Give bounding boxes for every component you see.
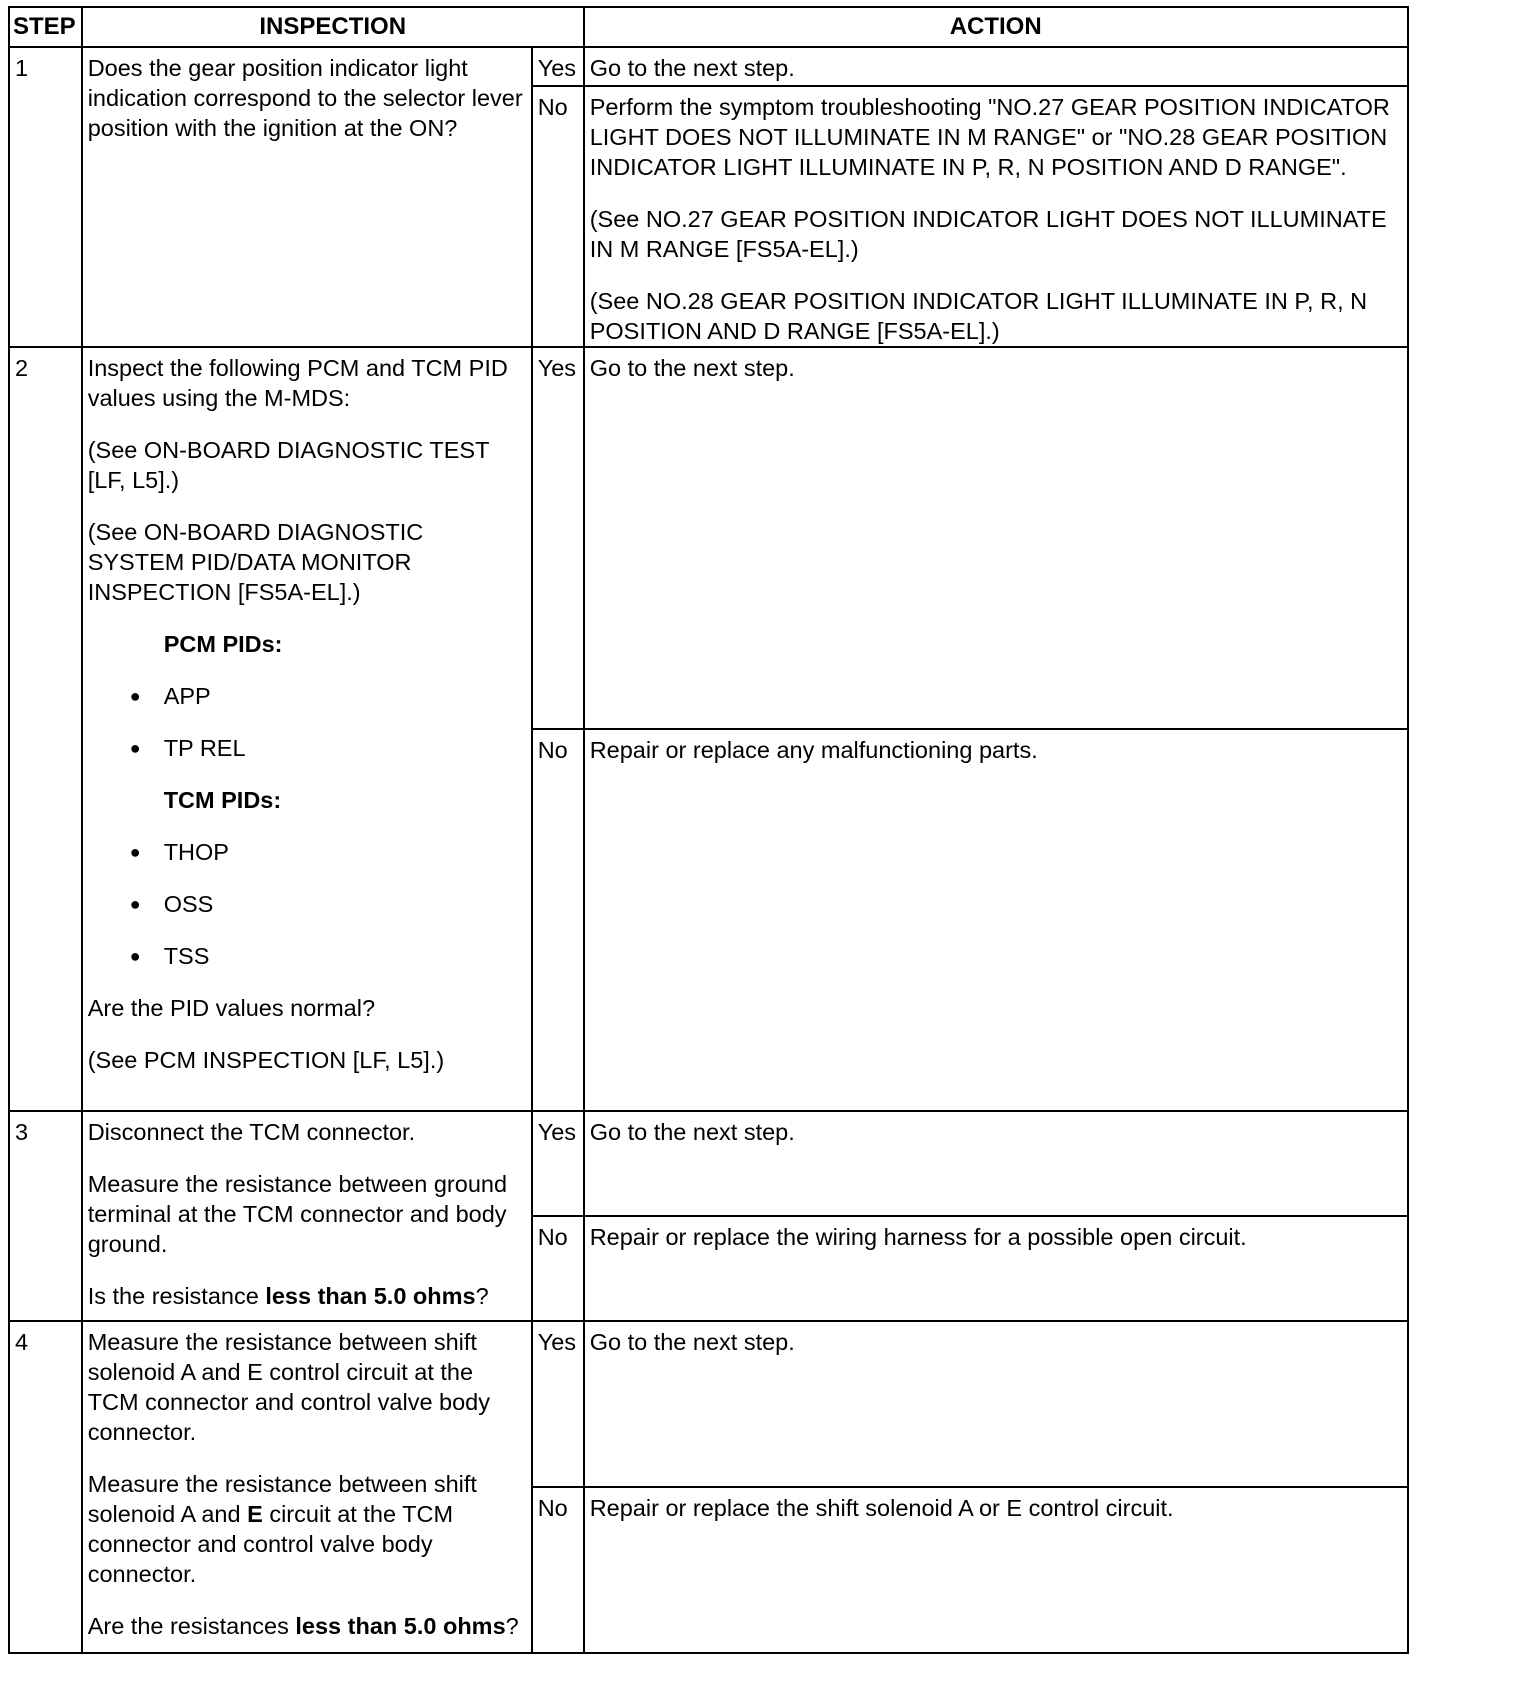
yes-label: Yes [532,1111,584,1216]
question-end: ? [505,1613,519,1639]
inspection-text: Inspect the following PCM and TCM PID values using the M-MDS: [87,355,508,411]
pid-list-item [88,941,526,971]
inspection-text-part: Measure the resistance between shift solenoid A and [87,1471,477,1527]
inspection-text: Disconnect the TCM connector. [87,1119,416,1145]
pid-list-item [88,733,526,763]
no-action [584,729,1408,1111]
question-end: ? [475,1283,489,1309]
inspection-question: Are the PID values normal? [87,995,376,1021]
no-action [584,86,1408,347]
see-reference: (See PCM INSPECTION [LF, L5].) [87,1047,445,1073]
yes-action [584,1321,1408,1487]
header-row [9,7,1408,47]
yes-label: Yes [532,47,584,86]
yes-action [584,47,1408,86]
step-number: 2 [9,347,82,1111]
question-text: Are the resistances [87,1613,296,1639]
step-1-yes-row [9,47,1408,86]
no-label: No [532,729,584,1111]
inspection-emphasis: E [247,1501,263,1527]
see-reference: (See ON-BOARD DIAGNOSTIC TEST [LF, L5].) [87,437,490,493]
inspection-question [88,1611,526,1641]
no-action [584,1487,1408,1653]
pcm-pids-heading: PCM PIDs: [163,631,283,657]
yes-label: Yes [532,1321,584,1487]
inspection-text: Measure the resistance between shift solenoid A and E control circuit at the TCM connector and control valve body connector. [87,1329,490,1445]
question-emphasis: less than 5.0 ohms [265,1283,476,1309]
inspection-cell [82,1111,532,1321]
step-number: 3 [9,1111,82,1321]
inspection-text: Does the gear position indicator light indication correspond to the selector lever position with the ignition at the ON? [87,55,523,141]
pid-name: THOP [163,839,229,865]
no-label: No [532,1216,584,1321]
pid-name: OSS [163,891,214,917]
question-emphasis: less than 5.0 ohms [295,1613,506,1639]
yes-action [584,347,1408,729]
action-text: Perform the symptom troubleshooting "NO.27 GEAR POSITION INDICATOR LIGHT DOES NOT ILLUMINATE IN M RANGE" or "NO.28 GEAR POSITION INDICATOR LIGHT ILLUMINATE IN P, R, N POSITION AND D RANGE". [589,94,1390,180]
action-text: Go to the next step. [589,1329,795,1355]
action-text: Repair or replace the wiring harness for a possible open circuit. [589,1224,1247,1250]
inspection-cell [82,347,532,1111]
pid-list-item [88,889,526,919]
question-text: Is the resistance [87,1283,266,1309]
inspection-text: Measure the resistance between ground terminal at the TCM connector and body ground. [87,1171,508,1257]
pid-name: TSS [163,943,210,969]
no-action [584,1216,1408,1321]
action-text: Repair or replace any malfunctioning parts. [589,737,1038,763]
inspection-header: INSPECTION [82,7,584,47]
no-label: No [532,86,584,347]
see-reference: (See NO.28 GEAR POSITION INDICATOR LIGHT ILLUMINATE IN P, R, N POSITION AND D RANGE [FS5A-EL].) [589,288,1368,344]
yes-label: Yes [532,347,584,729]
step-4-yes-row [9,1321,1408,1487]
see-reference: (See ON-BOARD DIAGNOSTIC SYSTEM PID/DATA MONITOR INSPECTION [FS5A-EL].) [87,519,424,605]
action-header: ACTION [584,7,1408,47]
inspection-cell [82,1321,532,1653]
pid-name: TP REL [163,735,246,761]
action-text: Go to the next step. [589,355,795,381]
step-3-yes-row [9,1111,1408,1216]
step-number: 4 [9,1321,82,1653]
procedure-table-wrapper [8,6,1409,1654]
action-text: Go to the next step. [589,1119,795,1145]
tcm-pids-heading: TCM PIDs: [163,787,282,813]
pid-name: APP [163,683,211,709]
step-header: STEP [9,7,82,47]
pid-list-item [88,837,526,867]
inspection-cell [82,47,532,347]
action-text: Repair or replace the shift solenoid A or E control circuit. [589,1495,1174,1521]
pid-list-item [88,681,526,711]
inspection-question [88,1281,526,1311]
action-text: Go to the next step. [589,55,795,81]
no-label: No [532,1487,584,1653]
inspection-text-part: circuit at the TCM connector and control valve body connector. [87,1501,454,1587]
inspection-text [88,1469,526,1589]
see-reference: (See NO.27 GEAR POSITION INDICATOR LIGHT DOES NOT ILLUMINATE IN M RANGE [FS5A-EL].) [589,206,1387,262]
troubleshooting-table [8,6,1409,1654]
step-number: 1 [9,47,82,347]
yes-action [584,1111,1408,1216]
step-2-yes-row [9,347,1408,729]
